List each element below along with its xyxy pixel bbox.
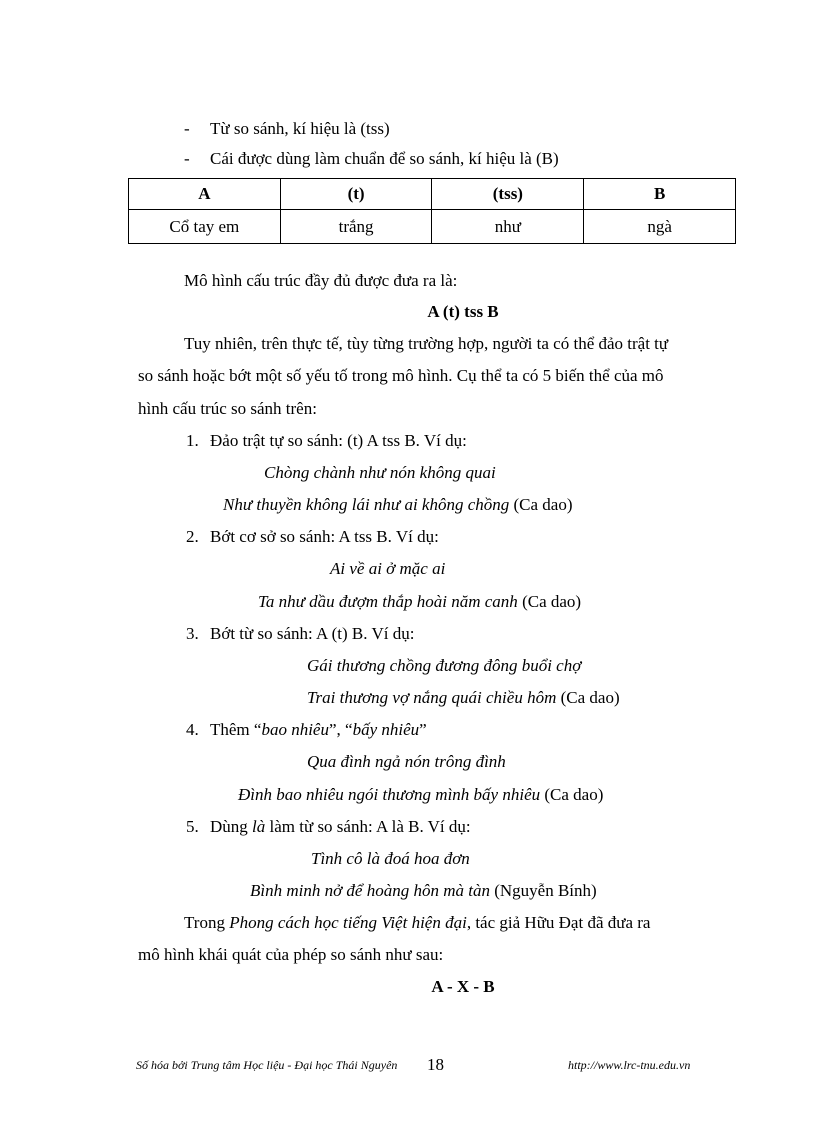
text-fragment: làm từ so sánh: A là B. Ví dụ: (265, 817, 471, 836)
bullet-dash: - (184, 119, 190, 138)
table-header-cell: A (129, 179, 281, 210)
paragraph-line: Tuy nhiên, trên thực tế, tùy từng trường hợp, người ta có thể đảo trật tự (184, 334, 669, 353)
verse-source: (Ca dao) (517, 592, 582, 611)
comparison-table (128, 178, 736, 244)
text-fragment: ”, “ (328, 720, 353, 739)
verse-text: Bình minh nở để hoàng hôn mà tàn (250, 881, 490, 900)
text-fragment: ” (419, 720, 427, 739)
bullet-dash: - (184, 149, 190, 168)
list-item-text: Đảo trật tự so sánh: (t) A tss B. Ví dụ: (210, 431, 467, 450)
bullet-text: Cái được dùng làm chuẩn để so sánh, kí hiệu là (B) (210, 149, 559, 168)
table-cell: ngà (584, 210, 736, 244)
list-item-text: Bớt từ so sánh: A (t) B. Ví dụ: (210, 624, 415, 643)
list-number: 2. (186, 527, 199, 546)
list-number: 5. (186, 817, 199, 836)
verse-line-with-source (223, 495, 573, 515)
bullet-text: Từ so sánh, kí hiệu là (tss) (210, 119, 390, 138)
table-row (129, 210, 736, 244)
paragraph-line: hình cấu trúc so sánh trên: (138, 399, 317, 418)
verse-text: Như thuyền không lái như ai không chồng (223, 495, 510, 514)
page-number: 18 (427, 1055, 444, 1074)
text-fragment: là (252, 817, 266, 836)
list-item-text (210, 817, 471, 837)
verse-line-with-source (238, 785, 603, 805)
table-header-row (129, 179, 736, 210)
verse-source: (Ca dao) (556, 688, 620, 707)
list-number: 4. (186, 720, 199, 739)
table-header-cell: (tss) (432, 179, 584, 210)
list-item-text (210, 720, 427, 740)
table-header-cell: (t) (280, 179, 432, 210)
verse-line-with-source (250, 881, 597, 901)
model-formula: A (t) tss B (427, 302, 499, 321)
table-header-cell: B (584, 179, 736, 210)
verse-source: (Nguyễn Bính) (489, 881, 597, 900)
paragraph-line: mô hình khái quát của phép so sánh như sau: (138, 945, 444, 964)
footer-url: http://www.lrc-tnu.edu.vn (568, 1058, 691, 1072)
paragraph-line (184, 913, 650, 933)
paragraph-line: so sánh hoặc bớt một số yếu tố trong mô hình. Cụ thể ta có 5 biến thể của mô (138, 366, 664, 385)
text-fragment: , tác giả Hữu Đạt đã đưa ra (466, 913, 651, 932)
book-title: Phong cách học tiếng Việt hiện đại (229, 913, 467, 932)
list-item-text: Bớt cơ sở so sánh: A tss B. Ví dụ: (210, 527, 439, 546)
list-number: 3. (186, 624, 199, 643)
verse-line: Chòng chành như nón không quai (264, 463, 496, 482)
verse-source: (Ca dao) (509, 495, 573, 514)
verse-line-with-source (307, 688, 620, 708)
text-fragment: Dùng (210, 817, 253, 836)
verse-line-with-source (258, 592, 581, 612)
text-fragment: bao nhiêu (261, 720, 329, 739)
general-formula: A - X - B (431, 977, 495, 996)
verse-line: Qua đình ngả nón trông đình (307, 752, 506, 771)
verse-text: Ta như dầu đượm thắp hoài năm canh (258, 592, 518, 611)
text-fragment: bấy nhiêu (352, 720, 420, 739)
verse-text: Đình bao nhiêu ngói thương mình bấy nhiêu (238, 785, 541, 804)
footer-credit: Số hóa bởi Trung tâm Học liệu - Đại học Thái Nguyên (136, 1058, 398, 1072)
verse-source: (Ca dao) (540, 785, 604, 804)
intro-model-text: Mô hình cấu trúc đầy đủ được đưa ra là: (184, 271, 458, 290)
verse-line: Ai về ai ở mặc ai (330, 559, 446, 578)
table-cell: Cổ tay em (129, 210, 281, 244)
text-fragment: Trong (184, 913, 230, 932)
verse-text: Trai thương vợ nắng quái chiều hôm (307, 688, 557, 707)
verse-line: Tình cô là đoá hoa đơn (311, 849, 470, 868)
list-number: 1. (186, 431, 199, 450)
table-cell: trắng (280, 210, 432, 244)
table-cell: như (432, 210, 584, 244)
verse-line: Gái thương chồng đương đông buổi chợ (307, 656, 582, 675)
text-fragment: Thêm “ (210, 720, 262, 739)
